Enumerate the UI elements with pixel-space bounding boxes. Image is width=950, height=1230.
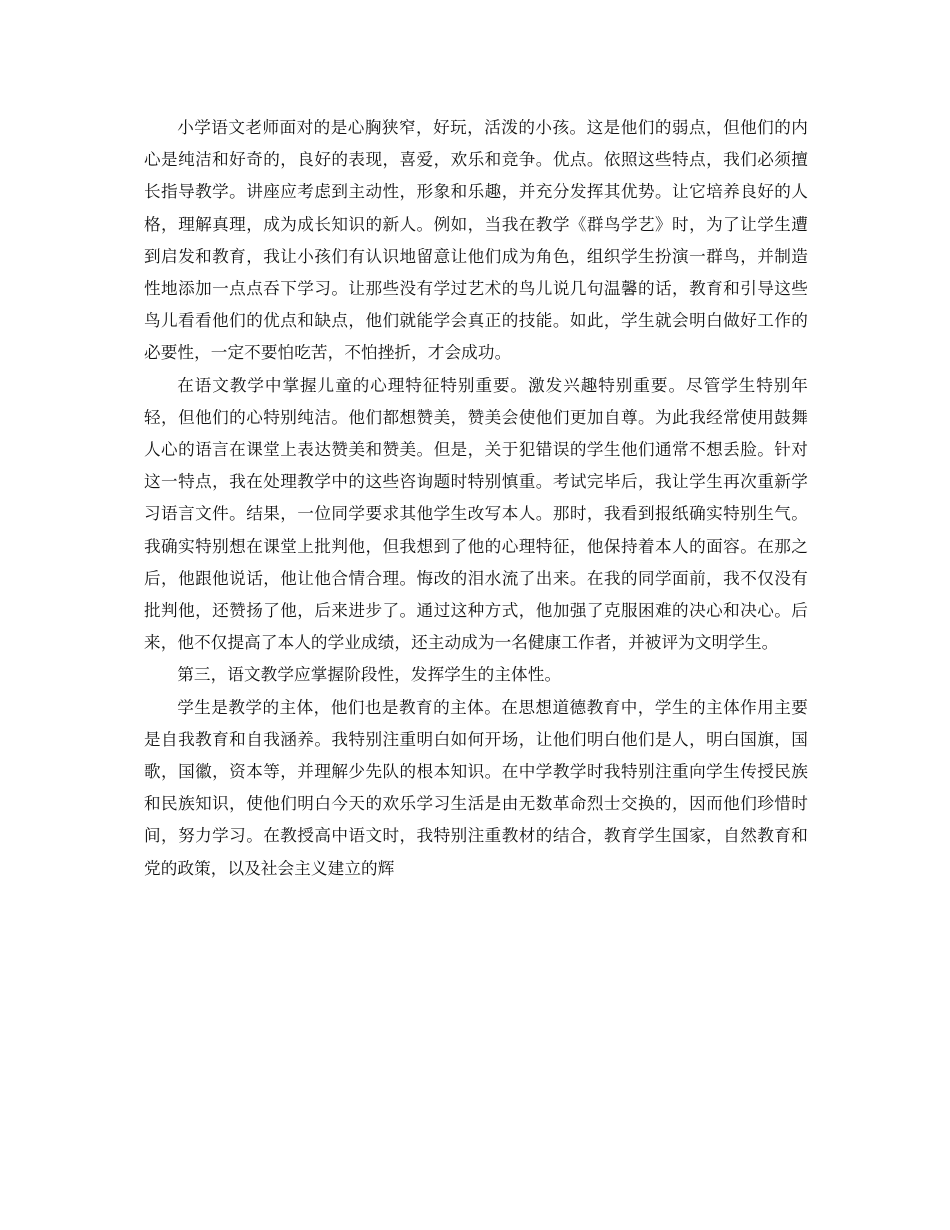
paragraph-1: 小学语文老师面对的是心胸狭窄，好玩，活泼的小孩。这是他们的弱点，但他们的内心是纯洁和好奇的，良好的表现，喜爱，欢乐和竞争。优点。依照这些特点，我们必须擅长指导教学。讲座应考虑到主动性，形象和乐趣，并充分发挥其优势。让它培养良好的人格，理解真理，成为成长知识的新人。例如，当我在教学《群鸟学艺》时，为了让学生遭到启发和教育，我让小孩们有认识地留意让他们成为角色，组织学生扮演一群鸟，并制造性地添加一点点吞下学习。让那些没有学过艺术的鸟儿说几句温馨的话，教育和引导这些鸟儿看看他们的优点和缺点，他们就能学会真正的技能。如此，学生就会明白做好工作的必要性，一定不要怕吃苦，不怕挫折，才会成功。 xyxy=(144,118,808,363)
paragraph-4: 学生是教学的主体，他们也是教育的主体。在思想道德教育中，学生的主体作用主要是自我教育和自我涵养。我特别注重明白如何开场，让他们明白他们是人，明白国旗，国歌，国徽，资本等，并理解少先队的根本知识。在中学教学时我特别注重向学生传授民族和民族知识，使他们明白今天的欢乐学习生活是由无数革命烈士交换的，因而他们珍惜时间，努力学习。在教授高中语文时，我特别注重教材的结合，教育学生国家，自然教育和党的政策，以及社会主义建立的辉 xyxy=(144,697,808,878)
document-body xyxy=(144,112,808,885)
paragraph-2: 在语文教学中掌握儿童的心理特征特别重要。激发兴趣特别重要。尽管学生特别年轻，但他们的心特别纯洁。他们都想赞美，赞美会使他们更加自尊。为此我经常使用鼓舞人心的语言在课堂上表达赞美和赞美。但是，关于犯错误的学生他们通常不想丢脸。针对这一特点，我在处理教学中的这些咨询题时特别慎重。考试完毕后，我让学生再次重新学习语言文件。结果，一位同学要求其他学生改写本人。那时，我看到报纸确实特别生气。我确实特别想在课堂上批判他，但我想到了他的心理特征，他保持着本人的面容。在那之后，他跟他说话，他让他合情合理。悔改的泪水流了出来。在我的同学面前，我不仅没有批判他，还赞扬了他，后来进步了。通过这种方式，他加强了克服困难的决心和决心。后来，他不仅提高了本人的学业成绩，还主动成为一名健康工作者，并被评为文明学生。 xyxy=(144,375,808,653)
paragraph-3: 第三，语文教学应掌握阶段性，发挥学生的主体性。 xyxy=(177,665,562,685)
